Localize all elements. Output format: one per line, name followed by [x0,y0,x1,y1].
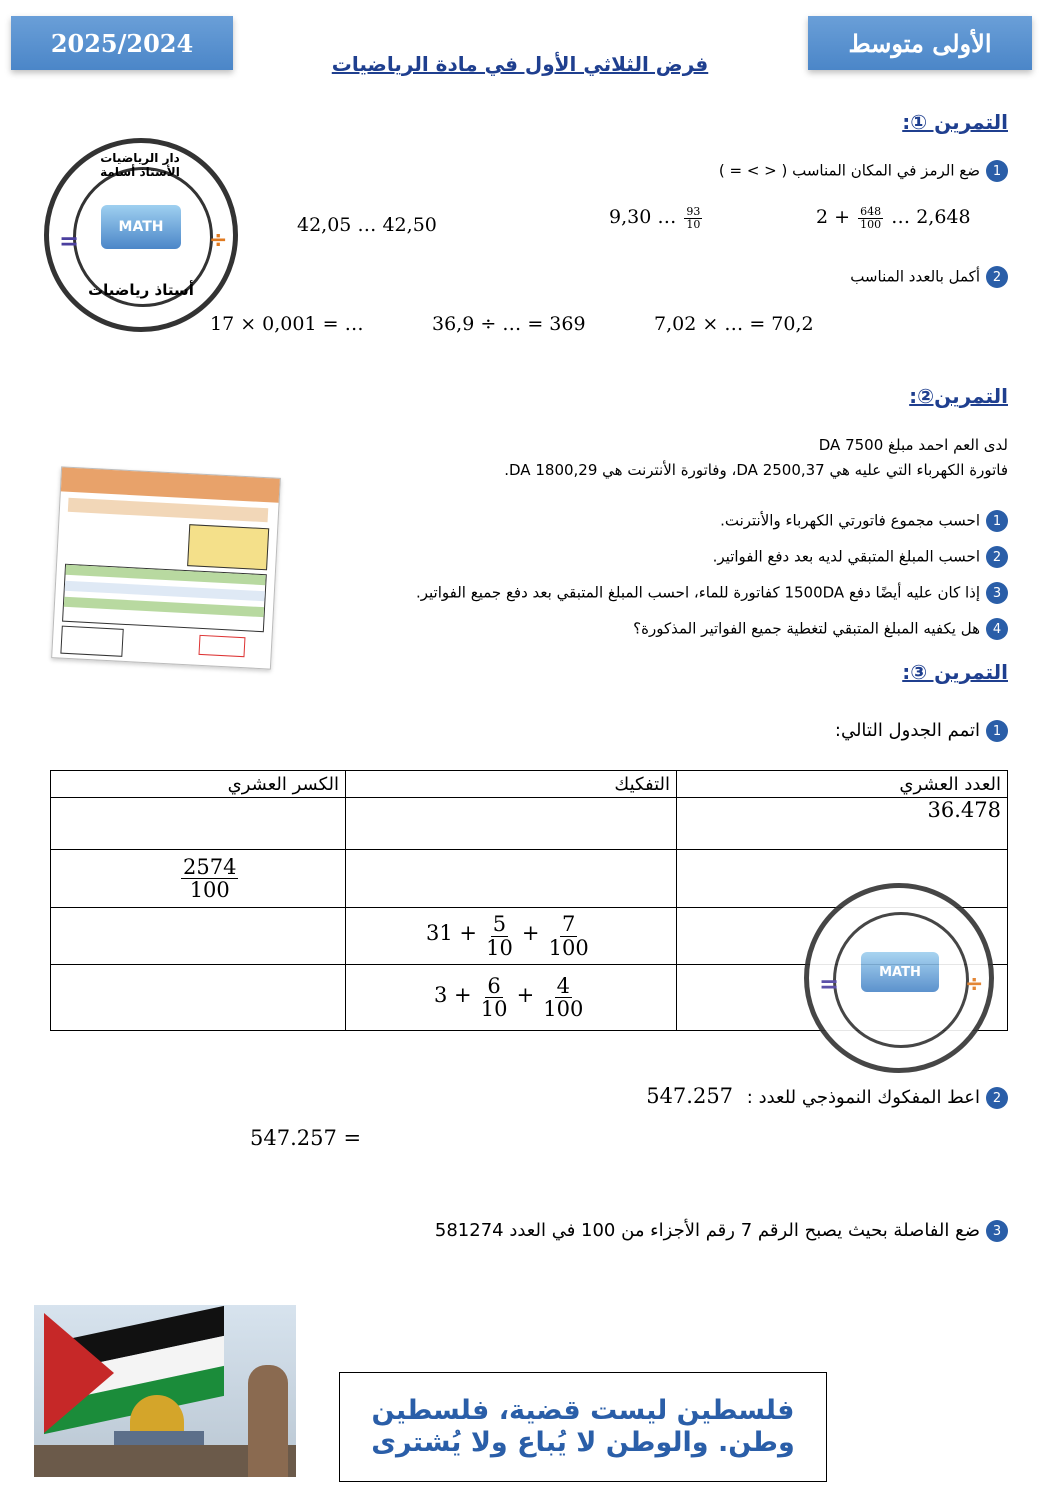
q-text: ضع الفاصلة بحيث يصبح الرقم 7 رقم الأجزاء من 100 في العدد 581274 [434,1220,980,1241]
divide-icon: ÷ [965,972,984,997]
table-cell [51,908,346,965]
q-number: 2 [986,1087,1008,1109]
book-icon [101,205,181,249]
table-cell [51,850,346,908]
q-text: أكمل بالعدد المناسب [850,267,980,286]
fraction [684,206,702,230]
year-label: 2025/2024 [50,28,194,58]
whole-part: 3 + [434,983,472,1007]
exercise2-q2 [713,546,1008,568]
fraction [858,206,883,230]
table-cell [677,850,1008,908]
fraction [547,913,591,958]
exercise2-intro2: فاتورة الكهرباء التي عليه هي 2500,37 DA، وفاتورة الأنترنت هي 1800,29 DA. [504,461,1008,479]
q-number: 3 [986,1220,1008,1242]
expansion-answer: 547.257 = [250,1126,362,1150]
divide-icon: ÷ [209,228,228,253]
table-header-row [51,771,1008,798]
palestine-photo [34,1305,296,1477]
quote-box [339,1372,827,1482]
equals-icon: = [59,227,80,255]
stamp-center-text: MATH [879,964,921,980]
compare-item-3-text: … 2,648 [891,206,971,229]
table-cell [51,798,346,850]
exercise3-q3 [435,1220,1008,1242]
q-text: اعط المفكوك النموذجي للعدد : [746,1087,980,1108]
q-number: 1 [986,160,1008,182]
exercise2-q3 [416,582,1008,604]
frac-num: 7 [561,912,576,937]
compare-item-3-prefix: 2 + [816,206,851,229]
frac-den: 10 [480,997,508,1021]
q-text: احسب مجموع فاتورتي الكهرباء والأنترنت. [720,511,980,530]
quote-line-2: وطن. والوطن لا يُباع ولا يُشترى [371,1427,795,1458]
q-text: احسب المبلغ المتبقي لديه بعد دفع الفواتير. [712,547,980,566]
stamp-bottom-text: أستاذ رياضيات [88,281,194,299]
fraction [484,913,515,958]
fraction [541,975,585,1020]
table-cell [51,965,346,1031]
exercise1-q1 [719,160,1008,182]
q-number: 1 [986,510,1008,532]
frac-num: 2574 [183,854,237,879]
level-tab [808,16,1032,70]
compare-item-3 [816,206,971,230]
frac-num: 6 [487,973,501,998]
stamp-logo-2 [804,883,994,1073]
q-number: 1 [986,720,1008,742]
q-text: إذا كان عليه أيضًا دفع 1500DA كفاتورة للماء، احسب المبلغ المتبقي بعد دفع جميع الفواتير. [415,583,980,602]
exercise2-q1 [720,510,1008,532]
exercise1-q2 [850,266,1008,288]
compare-item-2 [609,206,704,230]
q-text: هل يكفيه المبلغ المتبقي لتغطية جميع الفواتير المذكورة؟ [633,619,980,638]
complete-item-3: 7,02 × … = 70,2 [654,313,814,335]
exercise3-q2 [646,1084,1008,1109]
q-text: ضع الرمز في المكان المناسب ( < > = ) [718,161,980,180]
complete-item-2: 36,9 ÷ … = 369 [432,313,586,335]
frac-den: 100 [543,997,584,1021]
exercise2-q4 [633,618,1008,640]
fraction [181,856,238,901]
q-text: اتمم الجدول التالي: [834,720,980,741]
book-icon [861,952,939,992]
frac-num: 93 [686,205,701,218]
level-label: الأولى متوسط [848,28,992,58]
q-number: 4 [986,618,1008,640]
exercise3-heading: التمرين ③: [902,660,1008,684]
table-row [51,798,1008,850]
table-cell [677,798,1008,850]
frac-num: 5 [492,912,507,937]
quote-line-1: فلسطين ليست قضية، فلسطين [371,1394,795,1426]
table-cell [346,850,677,908]
frac-den: 10 [686,217,701,231]
q-number: 3 [986,582,1008,604]
stamp-logo [44,138,238,332]
complete-item-1: 17 × 0,001 = … [210,313,364,335]
year-tab [11,16,233,70]
exercise1-heading: التمرين ①: [902,110,1008,134]
column-header: العدد العشري [677,771,1008,798]
column-header: التفكيك [346,771,677,798]
q-number: 2 [986,266,1008,288]
fraction [479,975,510,1020]
q-number: 2 [986,546,1008,568]
decimal-value: 36.478 [927,798,1001,822]
invoice-image [51,466,281,669]
frac-den: 100 [548,935,589,960]
q-value: 547.257 [646,1084,734,1108]
exercise2-heading: التمرين②: [909,384,1008,408]
exercise3-q1 [835,720,1008,742]
frac-num: 4 [556,973,570,998]
table-cell: 3 + $\frac{6}{10}$ + $\frac{4}{100}$ [346,965,677,1031]
frac-num: 648 [860,205,882,218]
frac-den: 100 [189,878,230,902]
compare-item-2-text: 9,30 … [609,206,677,229]
table-cell [346,798,677,850]
frac-den: 10 [486,935,513,960]
whole-part: 31 + [426,921,477,946]
table-cell: 31 + $\frac{5}{10}$ + $\frac{7}{100}$ [346,908,677,965]
equals-icon: = [819,970,840,998]
exercise2-intro1: لدى العم احمد مبلغ 7500 DA [818,436,1008,454]
frac-den: 100 [860,217,882,231]
column-header: الكسر العشري [51,771,346,798]
stamp-top-text: دار الرياضيات الأستاذ أسامة [100,151,180,179]
compare-item-1: 42,05 … 42,50 [297,214,437,236]
page-title: فرض الثلاثي الأول في مادة الرياضيات [331,52,709,76]
stamp-center-text: MATH [118,219,164,235]
